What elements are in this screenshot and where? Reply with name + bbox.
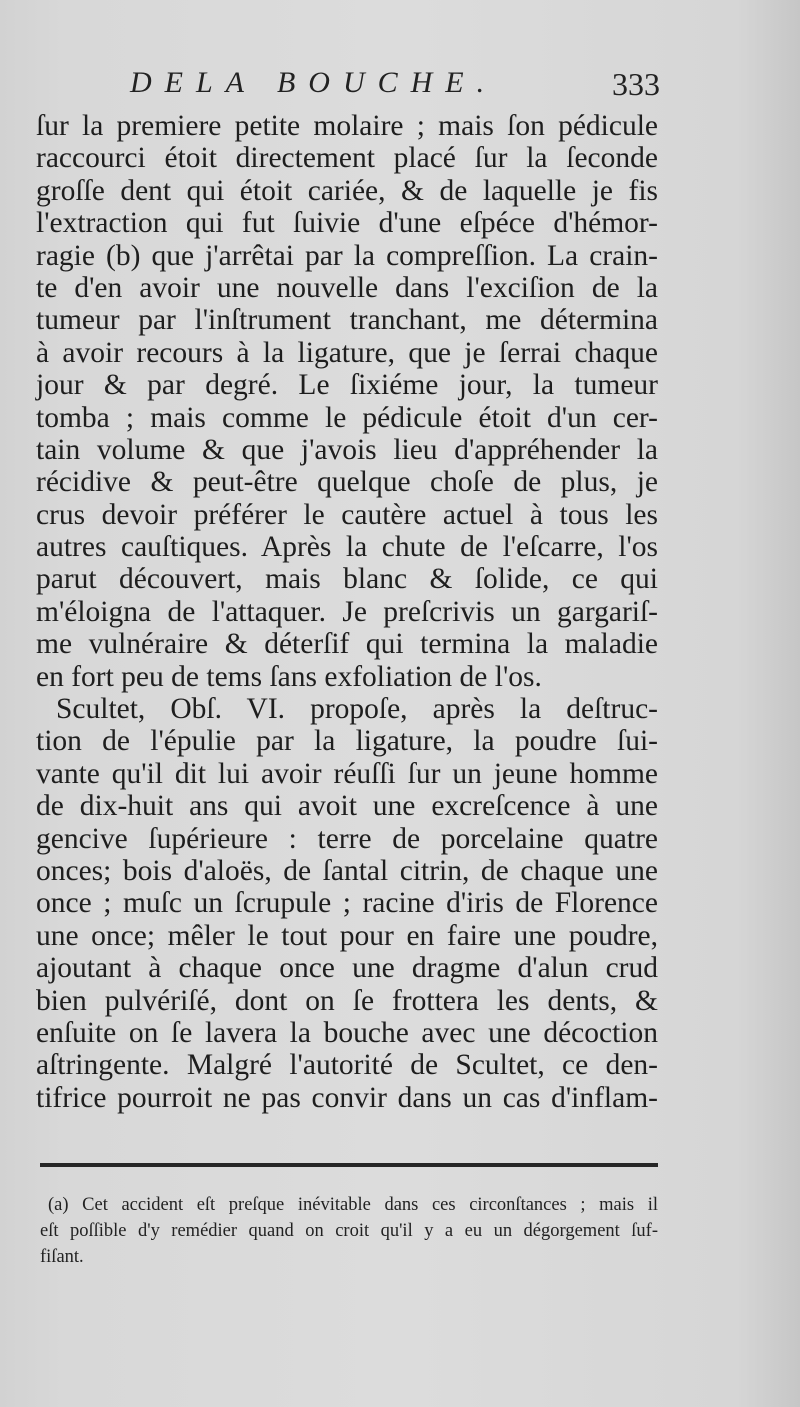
text-line: tifrice pourroit ne pas convir dans un cas d'inflam- xyxy=(36,1081,658,1114)
page-number: 333 xyxy=(612,66,660,102)
text-line: groſſe dent qui étoit cariée, & de laquelle je fis xyxy=(36,174,658,207)
text-line: crus devoir préférer le cautère actuel à tous les xyxy=(36,498,658,531)
paragraph-start-line: Scultet, Obſ. VI. propoſe, après la deſtruc- xyxy=(56,693,658,726)
text-line: bien pulvériſé, dont on ſe frottera les dents, & xyxy=(36,984,658,1017)
text-line: once ; muſc un ſcrupule ; racine d'iris de Florence xyxy=(36,887,658,920)
text-line: enſuite on ſe lavera la bouche avec une décoction xyxy=(36,1016,658,1049)
text-line: autres cauſtiques. Après la chute de l'eſcarre, l'os xyxy=(36,531,658,564)
text-line: te d'en avoir une nouvelle dans l'exciſion de la xyxy=(36,271,658,304)
text-line: vante qu'il dit lui avoir réuſſi ſur un jeune homme xyxy=(36,757,658,790)
text-line: ragie (b) que j'arrêtai par la compreſſion. La crain- xyxy=(36,239,658,272)
text-line: jour & par degré. Le ſixiéme jour, la tumeur xyxy=(36,369,658,402)
text-line: gencive ſupérieure : terre de porcelaine quatre xyxy=(36,822,658,855)
text-line: récidive & peut-être quelque choſe de plus, je xyxy=(36,466,658,499)
text-line: m'éloigna de l'attaquer. Je preſcrivis un gargariſ- xyxy=(36,595,658,628)
footnote-rule xyxy=(40,1163,658,1167)
text-line: raccourci étoit directement placé ſur la ſeconde xyxy=(36,142,658,175)
text-line: tomba ; mais comme le pédicule étoit d'un cer- xyxy=(36,401,658,434)
running-head xyxy=(130,66,660,110)
text-line: en fort peu de tems ſans exfoliation de l'os. xyxy=(36,660,542,693)
text-line: me vulnéraire & déterſif qui termina la maladie xyxy=(36,628,658,661)
text-line: tumeur par l'inſtrument tranchant, me détermina xyxy=(36,304,658,337)
text-line: ajoutant à chaque once une dragme d'alun crud xyxy=(36,952,658,985)
text-line: une once; mêler le tout pour en faire une poudre, xyxy=(36,919,658,952)
footnote-line: eſt poſſible d'y remédier quand on croit qu'il y a eu un dégorgement ſuf- xyxy=(40,1221,658,1241)
body-text xyxy=(36,110,658,1114)
text-line: aſtringente. Malgré l'autorité de Scultet, ce den- xyxy=(36,1049,658,1082)
text-line: l'extraction qui fut ſuivie d'une eſpéce d'hémor- xyxy=(36,207,658,240)
text-line: de dix-huit ans qui avoit une excreſcence à une xyxy=(36,790,658,823)
footnote-line: (a) Cet accident eſt preſque inévitable dans ces circonſtances ; mais il xyxy=(48,1195,658,1215)
text-line: tion de l'épulie par la ligature, la poudre ſui- xyxy=(36,725,658,758)
text-line: ſur la premiere petite molaire ; mais ſon pédicule xyxy=(36,110,658,142)
text-line: tain volume & que j'avois lieu d'appréhender la xyxy=(36,433,658,466)
footnote-line: fiſant. xyxy=(40,1247,84,1267)
text-line: onces; bois d'aloës, de ſantal citrin, de chaque une xyxy=(36,854,658,887)
text-line: à avoir recours à la ligature, que je ſerrai chaque xyxy=(36,336,658,369)
footnote xyxy=(40,1192,658,1270)
running-head-title: DELA BOUCHE. xyxy=(130,66,498,99)
text-line: parut découvert, mais blanc & ſolide, ce qui xyxy=(36,563,658,596)
